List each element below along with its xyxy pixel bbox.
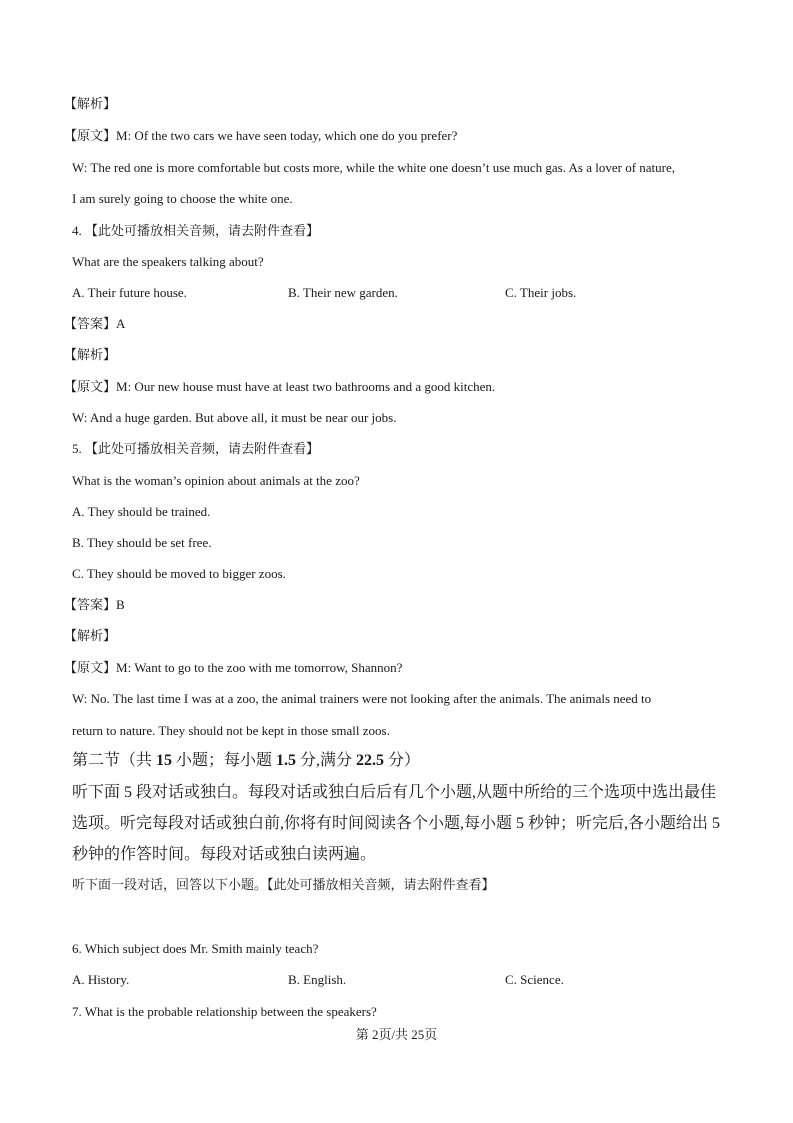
section2-dialog-intro: 听下面一段对话，回答以下小题。【此处可播放相关音频，请去附件查看】 <box>72 878 495 893</box>
q5-option-c: C. They should be moved to bigger zoos. <box>72 566 286 581</box>
q5-option-b: B. They should be set free. <box>72 535 212 550</box>
q5-m-text: M: Want to go to the zoo with me tomorrow, Shannon? <box>116 660 403 675</box>
q4-answer <box>64 315 126 333</box>
title-part: 分） <box>384 752 421 769</box>
title-points-each: 1.5 <box>276 752 297 769</box>
q4-original-w: W: And a huge garden. But above all, it must be near our jobs. <box>72 410 397 425</box>
title-part: 小题；每小题 <box>172 752 277 769</box>
title-part: 分,满分 <box>296 752 357 769</box>
title-count: 15 <box>156 752 173 769</box>
q7-question: 7. What is the probable relationship between the speakers? <box>72 1004 377 1019</box>
q5-header: 5. 【此处可播放相关音频，请去附件查看】 <box>72 441 320 456</box>
section2-instr-line1: 听下面 5 段对话或独白。每段对话或独白后后有几个小题,从题中所给的三个选项中选出最佳 <box>72 784 717 801</box>
section2-instr-line3: 秒钟的作答时间。每段对话或独白读两遍。 <box>72 846 377 863</box>
analysis-tag: 【解析】 <box>64 96 117 111</box>
page-number-footer: 第 2页/共 25页 <box>355 1027 438 1042</box>
q6-question: 6. Which subject does Mr. Smith mainly teach? <box>72 941 319 956</box>
q6-option-a: A. History. <box>72 972 130 987</box>
q4-original-m <box>64 378 496 396</box>
answer-tag: 【答案】 <box>64 597 117 612</box>
q6-option-b: B. English. <box>288 972 347 987</box>
q4-answer-value: A <box>116 316 126 331</box>
title-part: 第二节（共 <box>72 752 157 769</box>
original-tag: 【原文】 <box>64 379 117 394</box>
q3-m-text: M: Of the two cars we have seen today, which one do you prefer? <box>116 128 458 143</box>
q6-option-c: C. Science. <box>505 972 564 987</box>
q4-option-c: C. Their jobs. <box>505 285 577 300</box>
q5-original-w-line1: W: No. The last time I was at a zoo, the animal trainers were not looking after the animals. The animals need to <box>72 691 652 706</box>
section2-instr-line2: 选项。听完每段对话或独白前,你将有时间阅读各个小题,每小题 5 秒钟；听完后,各小题给出 5 <box>72 815 721 832</box>
q3-original-m <box>64 127 458 145</box>
q4-analysis-tag: 【解析】 <box>64 347 117 362</box>
q4-option-b: B. Their new garden. <box>288 285 398 300</box>
q4-header: 4. 【此处可播放相关音频，请去附件查看】 <box>72 223 320 238</box>
original-tag: 【原文】 <box>64 128 117 143</box>
q5-answer <box>64 596 125 614</box>
q5-question: What is the woman’s opinion about animals at the zoo? <box>72 473 360 488</box>
q3-original-w-line2: I am surely going to choose the white one. <box>72 191 293 206</box>
answer-tag: 【答案】 <box>64 316 117 331</box>
q5-analysis-tag: 【解析】 <box>64 628 117 643</box>
section2-title <box>72 750 420 772</box>
original-tag: 【原文】 <box>64 660 117 675</box>
q5-option-a: A. They should be trained. <box>72 504 211 519</box>
q4-m-text: M: Our new house must have at least two bathrooms and a good kitchen. <box>116 379 496 394</box>
q4-option-a: A. Their future house. <box>72 285 187 300</box>
q5-original-w-line2: return to nature. They should not be kept in those small zoos. <box>72 723 390 738</box>
q4-question: What are the speakers talking about? <box>72 254 264 269</box>
q3-original-w-line1: W: The red one is more comfortable but costs more, while the white one doesn’t use much gas. As a lover of nature, <box>72 160 676 175</box>
q5-original-m <box>64 659 403 677</box>
q5-answer-value: B <box>116 597 125 612</box>
title-points-total: 22.5 <box>356 752 385 769</box>
